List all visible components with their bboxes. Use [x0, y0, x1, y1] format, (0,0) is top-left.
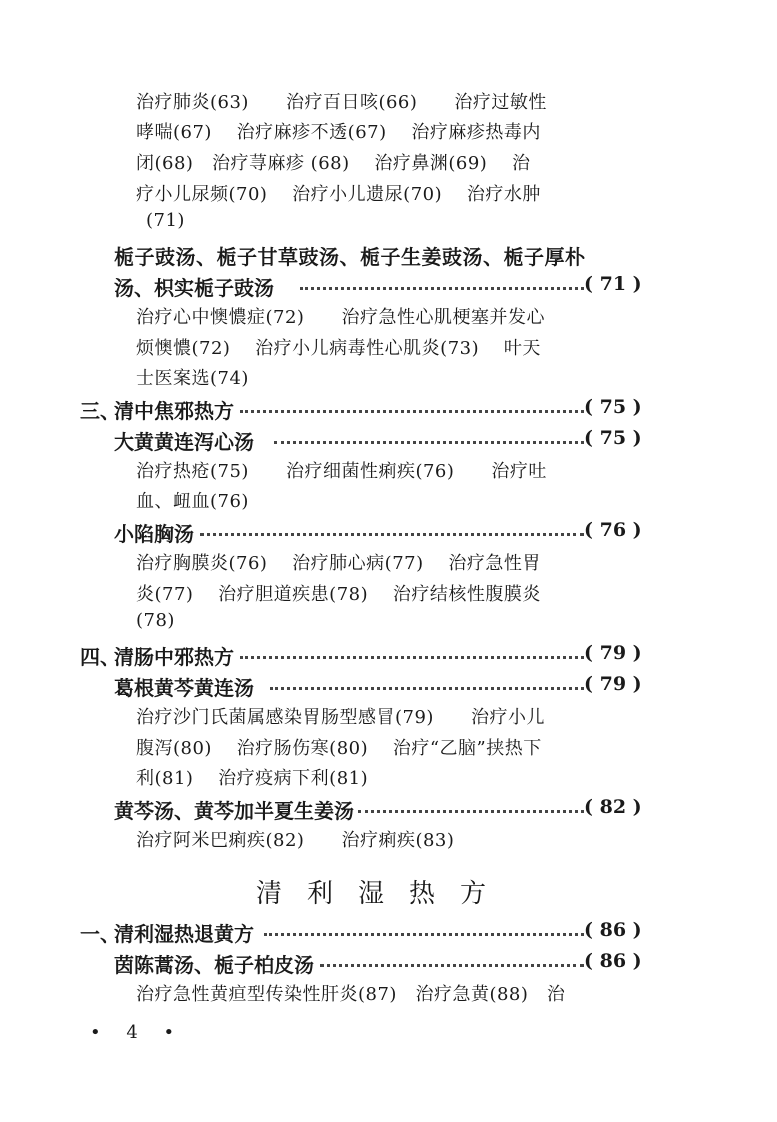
toc-entry-title: 茵陈蒿汤、栀子柏皮汤	[114, 953, 314, 977]
chapter-heading	[256, 873, 486, 910]
toc-subline: 疗小儿尿频(70) 治疗小儿遗尿(70) 治疗水肿	[136, 184, 541, 205]
toc-subline: (78)	[136, 610, 175, 631]
toc-leader-dots	[300, 287, 584, 290]
toc-page-number: ( 86 )	[584, 950, 642, 972]
toc-leader-dots	[264, 933, 584, 936]
toc-subline: 血、衄血(76)	[136, 491, 249, 512]
toc-entry-title: 汤、枳实栀子豉汤	[114, 276, 274, 300]
toc-section-title: 清利湿热退黄方	[114, 922, 254, 946]
toc-page-number: ( 79 )	[584, 642, 642, 664]
toc-subline: (71)	[146, 210, 185, 231]
heading-char: 方	[459, 879, 486, 909]
heading-char: 利	[306, 879, 333, 909]
toc-subline: 治疗沙门氏菌属感染胃肠型感冒(79) 治疗小儿	[136, 707, 545, 728]
toc-subline: 利(81) 治疗疫病下利(81)	[136, 768, 369, 789]
toc-section-title: 清肠中邪热方	[114, 645, 234, 669]
toc-page-number: ( 76 )	[584, 519, 642, 541]
toc-section-number: 一、	[80, 922, 120, 946]
toc-leader-dots	[200, 533, 584, 536]
heading-char: 清	[256, 879, 283, 909]
page-folio: • 4 •	[90, 1022, 185, 1043]
toc-section-title: 清中焦邪热方	[114, 399, 234, 423]
toc-subline: 士医案选(74)	[136, 368, 249, 389]
heading-char: 湿	[357, 879, 384, 909]
toc-section-number: 四、	[80, 645, 120, 669]
toc-leader-dots	[320, 964, 584, 967]
toc-formula-line: 栀子豉汤、栀子甘草豉汤、栀子生姜豉汤、栀子厚朴	[114, 245, 586, 269]
toc-subline: 治疗心中懊憹症(72) 治疗急性心肌梗塞并发心	[136, 307, 545, 328]
toc-page-number: ( 82 )	[584, 796, 642, 818]
toc-leader-dots	[274, 441, 584, 444]
toc-page-number: ( 86 )	[584, 919, 642, 941]
toc-subline: 治疗急性黄疸型传染性肝炎(87) 治疗急黄(88) 治	[136, 984, 566, 1005]
toc-leader-dots	[358, 810, 584, 813]
toc-page-number: ( 75 )	[584, 427, 642, 449]
toc-page-number: ( 79 )	[584, 673, 642, 695]
toc-subline: 治疗胸膜炎(76) 治疗肺心病(77) 治疗急性胃	[136, 553, 541, 574]
toc-leader-dots	[240, 410, 584, 413]
toc-page-number: ( 71 )	[584, 273, 642, 295]
toc-subline: 哮喘(67) 治疗麻疹不透(67) 治疗麻疹热毒内	[136, 122, 541, 143]
toc-section-number: 三、	[80, 399, 120, 423]
toc-subline: 闭(68) 治疗荨麻疹 (68) 治疗鼻渊(69) 治	[136, 153, 531, 174]
toc-subline: 治疗热疮(75) 治疗细菌性痢疾(76) 治疗吐	[136, 461, 547, 482]
toc-subline: 腹泻(80) 治疗肠伤寒(80) 治疗“乙脑”挟热下	[136, 738, 542, 759]
toc-entry-title: 葛根黄芩黄连汤	[114, 676, 254, 700]
toc-subline: 治疗阿米巴痢疾(82) 治疗痢疾(83)	[136, 830, 455, 851]
toc-entry-title: 大黄黄连泻心汤	[114, 430, 254, 454]
toc-subline: 炎(77) 治疗胆道疾患(78) 治疗结核性腹膜炎	[136, 584, 541, 605]
toc-entry-title: 小陷胸汤	[114, 522, 194, 546]
toc-leader-dots	[270, 687, 584, 690]
toc-page-number: ( 75 )	[584, 396, 642, 418]
toc-subline: 治疗肺炎(63) 治疗百日咳(66) 治疗过敏性	[136, 92, 547, 113]
heading-char: 热	[408, 879, 435, 909]
toc-leader-dots	[240, 656, 584, 659]
toc-entry-title: 黄芩汤、黄芩加半夏生姜汤	[114, 799, 354, 823]
toc-subline: 烦懊憹(72) 治疗小儿病毒性心肌炎(73) 叶天	[136, 338, 541, 359]
